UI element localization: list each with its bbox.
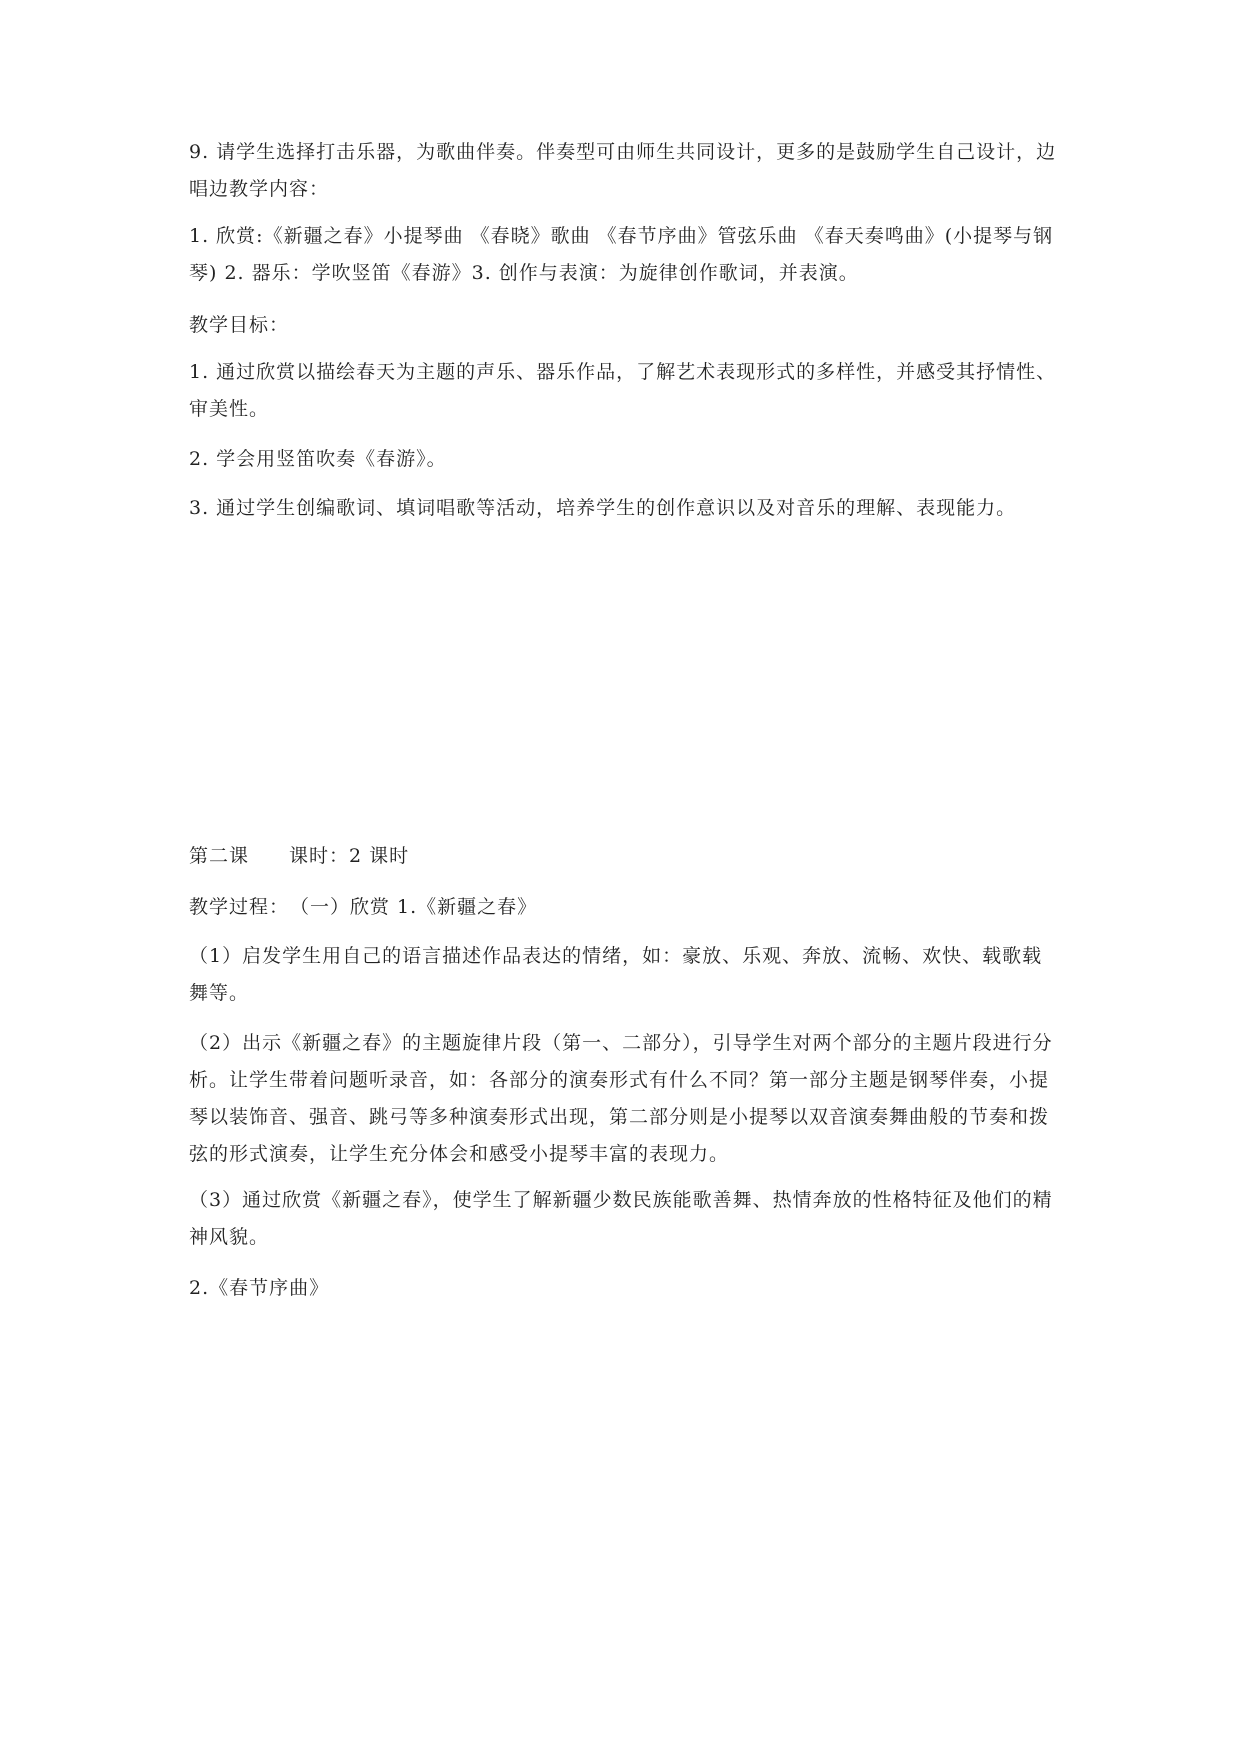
paragraph-goal-2: 2. 学会用竖笛吹奏《春游》。 bbox=[189, 448, 447, 470]
paragraph-step-9: 9. 请学生选择打击乐器，为歌曲伴奏。伴奏型可由师生共同设计，更多的是鼓励学生自己设计，边唱边教学内容： bbox=[189, 141, 1057, 200]
heading-teaching-goals: 教学目标： bbox=[189, 314, 290, 336]
paragraph-goal-1: 1. 通过欣赏以描绘春天为主题的声乐、器乐作品，了解艺术表现形式的多样性，并感受其抒情性、审美性。 bbox=[189, 361, 1057, 420]
paragraph-teaching-content: 1. 欣赏:《新疆之春》小提琴曲 《春晓》歌曲 《春节序曲》管弦乐曲 《春天奏鸣曲》(小提琴与钢琴) 2. 器乐：学吹竖笛《春游》3. 创作与表演：为旋律创作歌词，并表演。 bbox=[189, 225, 1054, 284]
paragraph-item-3: （3）通过欣赏《新疆之春》，使学生了解新疆少数民族能歌善舞、热情奔放的性格特征及他们的精神风貌。 bbox=[189, 1189, 1053, 1248]
paragraph-item-2: （2）出示《新疆之春》的主题旋律片段（第一、二部分），引导学生对两个部分的主题片段进行分析。让学生带着问题听录音，如：各部分的演奏形式有什么不同？第一部分主题是钢琴伴奏，小提琴以装饰音、强音、跳弓等多种演奏形式出现，第二部分则是小提琴以双音演奏舞曲般的节奏和拨弦的形式演奏，让学生充分体会和感受小提琴丰富的表现力。 bbox=[189, 1032, 1053, 1165]
paragraph-goal-3: 3. 通过学生创编歌词、填词唱歌等活动，培养学生的创作意识以及对音乐的理解、表现能力。 bbox=[189, 497, 1017, 519]
heading-teaching-process: 教学过程： （一）欣赏 1.《新疆之春》 bbox=[189, 896, 538, 918]
heading-lesson-two: 第二课 课时：2 课时 bbox=[189, 845, 410, 867]
paragraph-item-1: （1）启发学生用自己的语言描述作品表达的情绪，如：豪放、乐观、奔放、流畅、欢快、载歌载舞等。 bbox=[189, 945, 1043, 1004]
heading-spring-festival-overture: 2.《春节序曲》 bbox=[189, 1277, 330, 1299]
